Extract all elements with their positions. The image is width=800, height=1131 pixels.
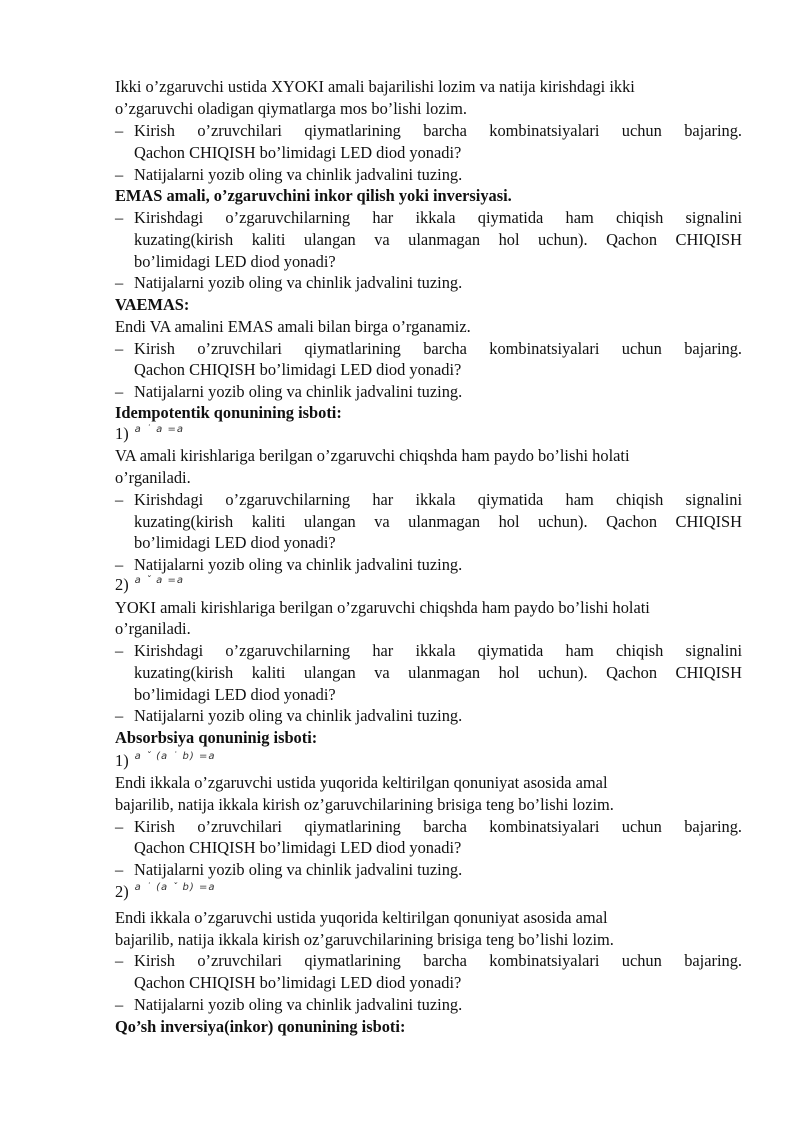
section-heading: Qo’sh inversiya(inkor) qonunining isboti:	[115, 1017, 406, 1036]
bullet-dash: –	[115, 706, 124, 725]
formula: a ˇ (a ˙ b) =a	[134, 751, 216, 762]
paragraph-line: o’zgaruvchi oladigan qiymatlarga mos bo’lishi lozim.	[115, 99, 468, 118]
list-item-continuation: Qachon CHIQISH bo’limidagi LED diod yonadi?	[134, 838, 462, 857]
list-item-text: Natijalarni yozib oling va chinlik jadvalini tuzing.	[134, 273, 463, 292]
bullet-dash: –	[115, 490, 124, 509]
formula: a ˙ (a ˇ b) =a	[134, 882, 216, 893]
list-item-text: Natijalarni yozib oling va chinlik jadvalini tuzing.	[134, 382, 463, 401]
list-item-continuation: bo’limidagi LED diod yonadi?	[134, 252, 336, 271]
list-item-text: Natijalarni yozib oling va chinlik jadvalini tuzing.	[134, 706, 463, 725]
formula-number: 2)	[115, 575, 129, 594]
paragraph-line: Endi VA amalini EMAS amali bilan birga o’rganamiz.	[115, 317, 471, 336]
paragraph-line: VA amali kirishlariga berilgan o’zgaruvchi chiqshda ham paydo bo’lishi holati	[115, 446, 630, 465]
bullet-dash: –	[115, 995, 124, 1014]
formula-number: 1)	[115, 751, 129, 770]
paragraph-line: bajarilib, natija ikkala kirish oz’garuvchilarining brisiga teng bo’lishi lozim.	[115, 930, 614, 949]
bullet-dash: –	[115, 860, 124, 879]
list-item-continuation: Qachon CHIQISH bo’limidagi LED diod yonadi?	[134, 973, 462, 992]
list-item-text: Natijalarni yozib oling va chinlik jadvalini tuzing.	[134, 860, 463, 879]
bullet-dash: –	[115, 382, 124, 401]
list-item-text: Kirishdagi o’zgaruvchilarning har ikkala qiymatida ham chiqish signalini	[134, 208, 742, 227]
list-item-text: Kirish o’zruvchilari qiymatlarining barcha kombinatsiyalari uchun bajaring.	[134, 121, 742, 140]
section-heading: EMAS amali, o’zgaruvchini inkor qilish yoki inversiyasi.	[115, 186, 512, 205]
bullet-dash: –	[115, 641, 124, 660]
list-item-text: Kirishdagi o’zgaruvchilarning har ikkala qiymatida ham chiqish signalini	[134, 490, 742, 509]
list-item-text: Kirish o’zruvchilari qiymatlarining barcha kombinatsiyalari uchun bajaring.	[134, 951, 742, 970]
list-item-text: Kirish o’zruvchilari qiymatlarining barcha kombinatsiyalari uchun bajaring.	[134, 817, 742, 836]
bullet-dash: –	[115, 817, 124, 836]
formula-number: 1)	[115, 424, 129, 443]
paragraph-line: bajarilib, natija ikkala kirish oz’garuvchilarining brisiga teng bo’lishi lozim.	[115, 795, 614, 814]
formula-line	[115, 424, 184, 447]
list-item-continuation: Qachon CHIQISH bo’limidagi LED diod yonadi?	[134, 360, 462, 379]
bullet-dash: –	[115, 555, 124, 574]
bullet-dash: –	[115, 951, 124, 970]
list-item-text: Natijalarni yozib oling va chinlik jadvalini tuzing.	[134, 555, 463, 574]
section-heading: VAEMAS:	[115, 295, 190, 314]
paragraph-line: YOKI amali kirishlariga berilgan o’zgaruvchi chiqshda ham paydo bo’lishi holati	[115, 598, 650, 617]
bullet-dash: –	[115, 165, 124, 184]
list-item-continuation: kuzating(kirish kaliti ulangan va ulanmagan hol uchun). Qachon CHIQISH	[134, 230, 742, 249]
paragraph-line: o’rganiladi.	[115, 468, 191, 487]
list-item-text: Natijalarni yozib oling va chinlik jadvalini tuzing.	[134, 995, 463, 1014]
list-item-continuation: kuzating(kirish kaliti ulangan va ulanmagan hol uchun). Qachon CHIQISH	[134, 512, 742, 531]
paragraph-line: Endi ikkala o’zgaruvchi ustida yuqorida keltirilgan qonuniyat asosida amal	[115, 773, 608, 792]
bullet-dash: –	[115, 273, 124, 292]
paragraph-line: Endi ikkala o’zgaruvchi ustida yuqorida keltirilgan qonuniyat asosida amal	[115, 908, 608, 927]
formula-line	[115, 751, 215, 774]
list-item-continuation: kuzating(kirish kaliti ulangan va ulanmagan hol uchun). Qachon CHIQISH	[134, 663, 742, 682]
formula-line	[115, 575, 184, 598]
list-item-continuation: bo’limidagi LED diod yonadi?	[134, 533, 336, 552]
list-item-continuation: Qachon CHIQISH bo’limidagi LED diod yonadi?	[134, 143, 462, 162]
formula-line	[115, 882, 215, 905]
bullet-dash: –	[115, 208, 124, 227]
formula: a ˇ a =a	[134, 575, 184, 586]
list-item-text: Natijalarni yozib oling va chinlik jadvalini tuzing.	[134, 165, 463, 184]
list-item-continuation: bo’limidagi LED diod yonadi?	[134, 685, 336, 704]
list-item-text: Kirishdagi o’zgaruvchilarning har ikkala qiymatida ham chiqish signalini	[134, 641, 742, 660]
section-heading: Idempotentik qonunining isboti:	[115, 403, 342, 422]
list-item-text: Kirish o’zruvchilari qiymatlarining barcha kombinatsiyalari uchun bajaring.	[134, 339, 742, 358]
bullet-dash: –	[115, 121, 124, 140]
bullet-dash: –	[115, 339, 124, 358]
paragraph-line: o’rganiladi.	[115, 619, 191, 638]
formula: a ˙ a =a	[134, 424, 184, 435]
formula-number: 2)	[115, 882, 129, 901]
section-heading: Absorbsiya qonuninig isboti:	[115, 728, 318, 747]
paragraph-line: Ikki o’zgaruvchi ustida XYOKI amali bajarilishi lozim va natija kirishdagi ikki	[115, 77, 635, 96]
